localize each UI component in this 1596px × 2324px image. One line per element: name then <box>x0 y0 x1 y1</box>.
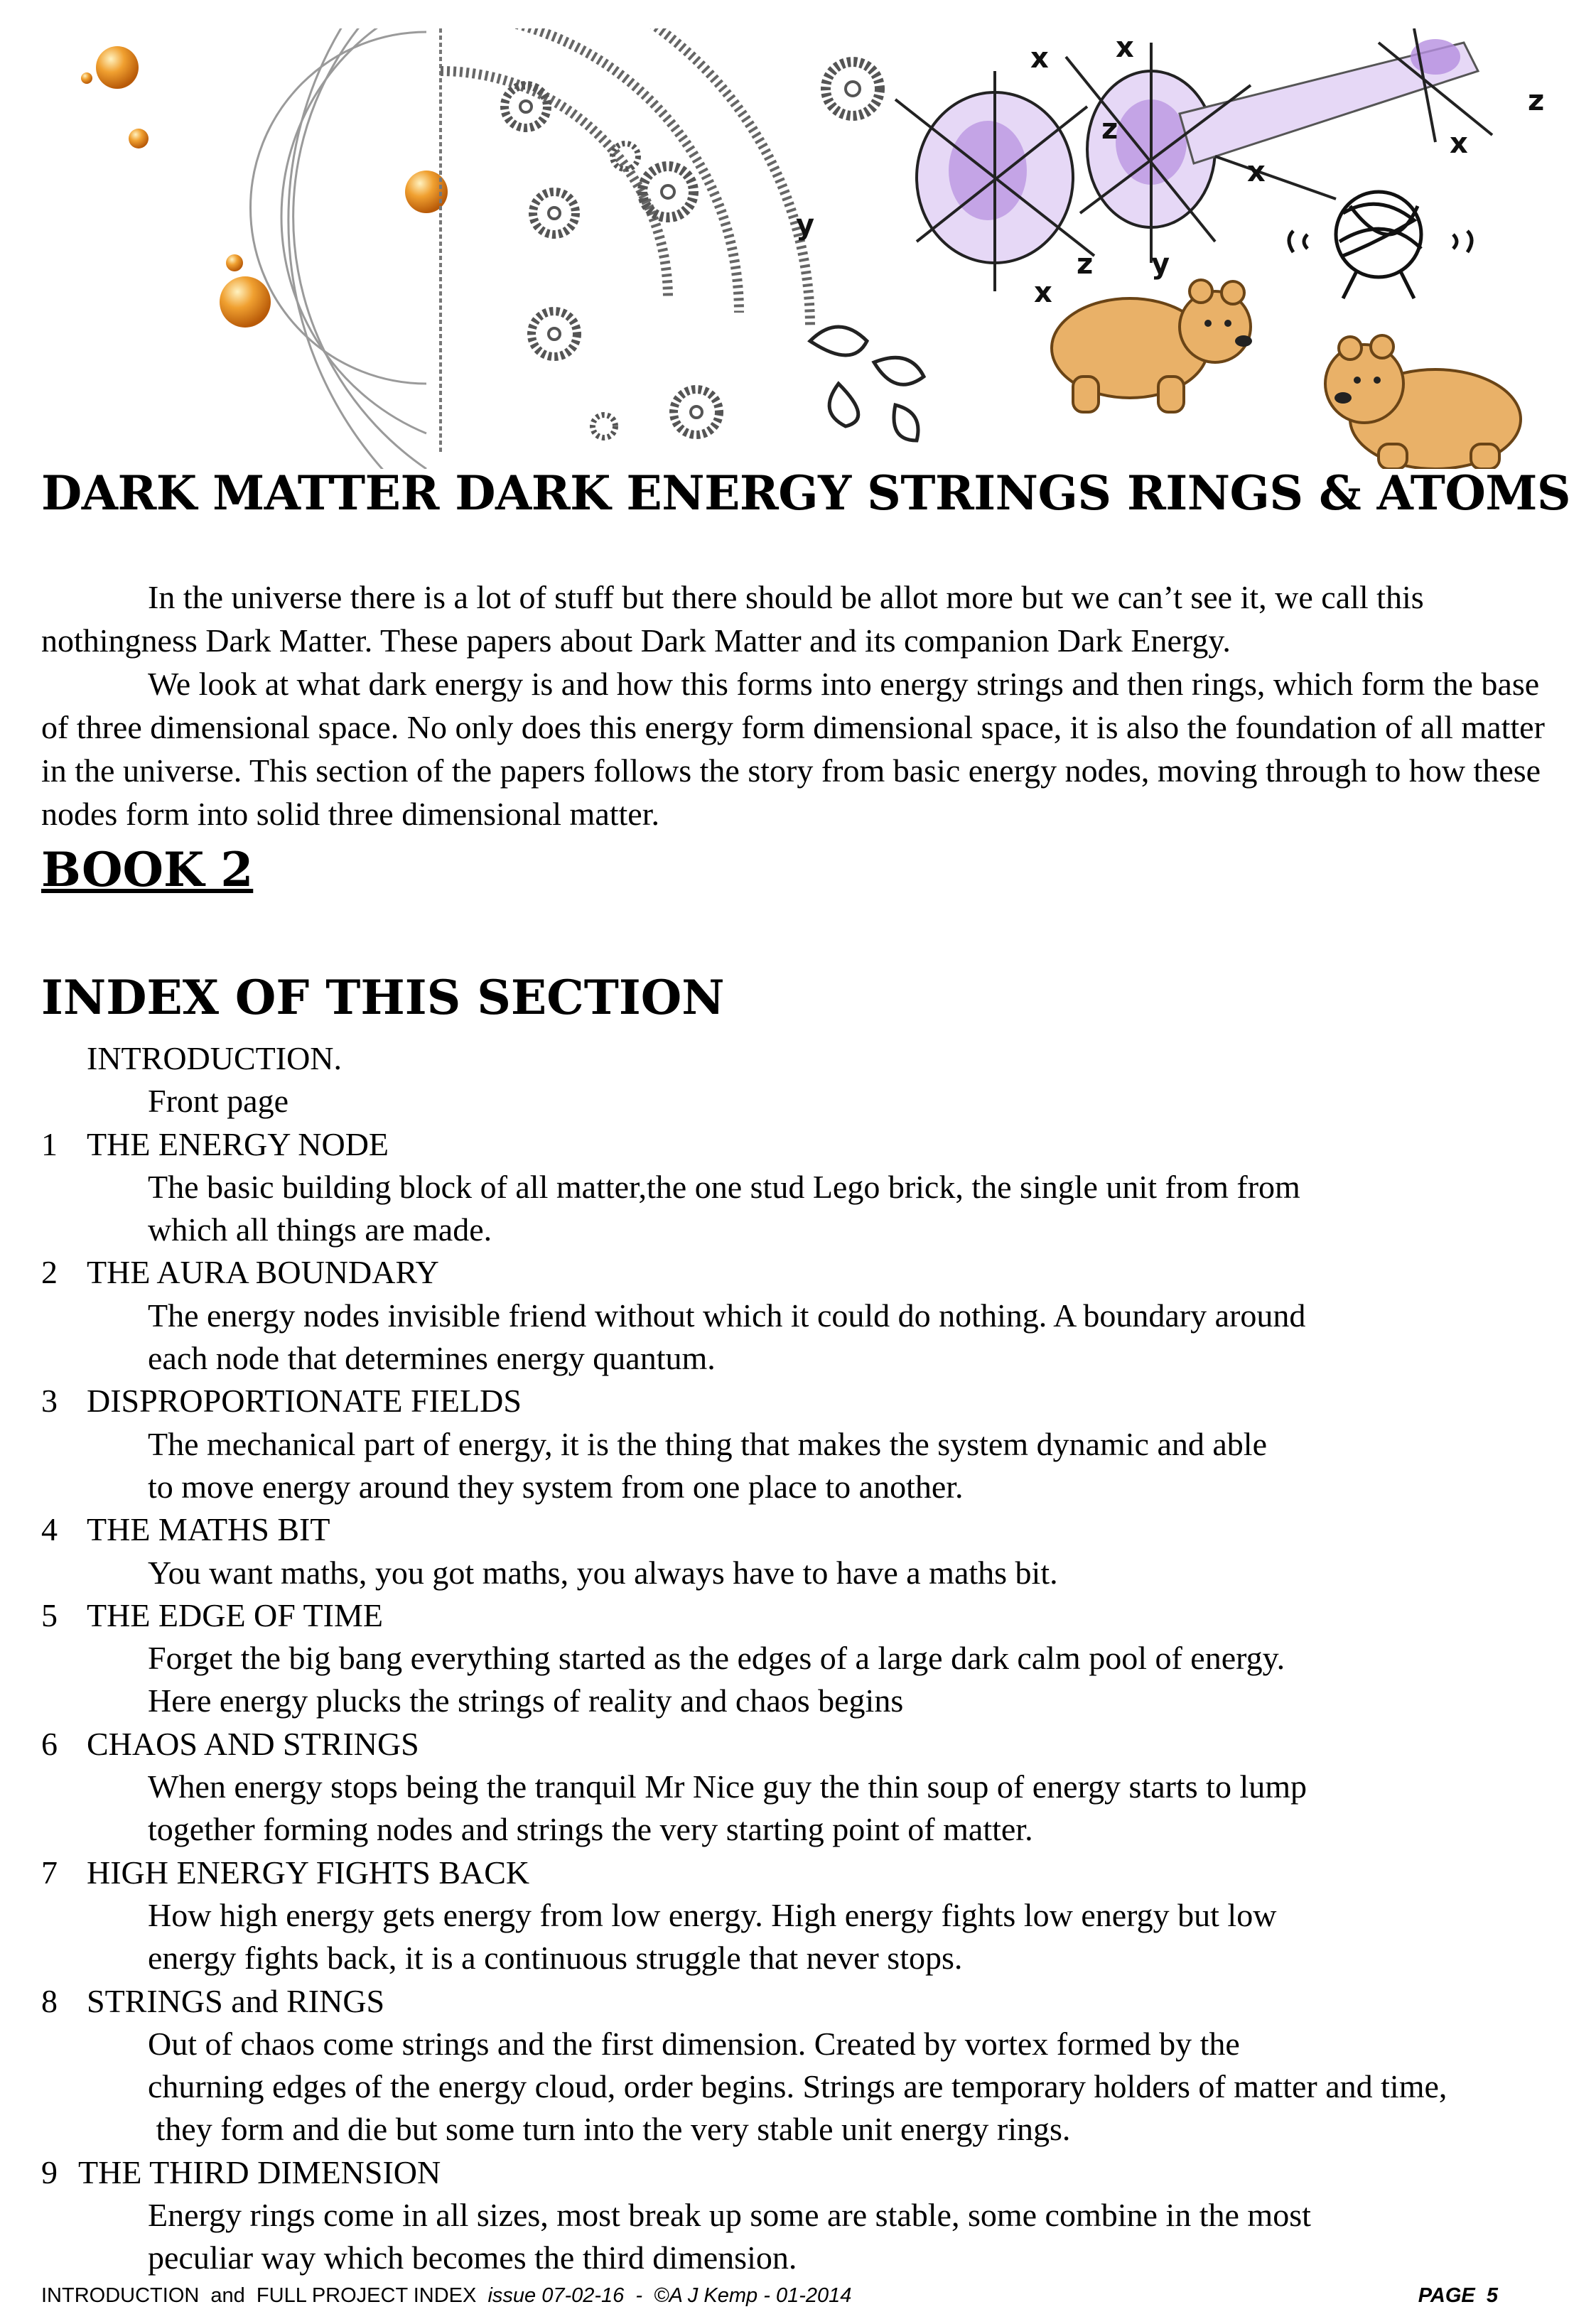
gear-icon <box>533 192 576 234</box>
index-entry-description: each node that determines energy quantum. <box>148 1340 716 1377</box>
index-entry-description: together forming nodes and strings the very starting point of matter. <box>148 1811 1033 1848</box>
gear-icon <box>613 144 638 169</box>
index-entry-description: peculiar way which becomes the third dimension. <box>148 2239 797 2276</box>
index-entry-description: The energy nodes invisible friend without which it could do nothing. A boundary around <box>148 1297 1306 1334</box>
gear-icon <box>532 311 577 357</box>
index-entry-number: 9 <box>41 2153 58 2190</box>
gear-icon <box>826 62 880 116</box>
footer-page-number <box>1418 2284 1498 2308</box>
page-title: DARK MATTER DARK ENERGY STRINGS RINGS & ATOMS <box>41 465 1571 521</box>
planet-icon <box>96 46 139 89</box>
molecule-sketch-icon <box>810 327 924 441</box>
index-entry-description: The mechanical part of energy, it is the thing that makes the system dynamic and able <box>148 1425 1268 1462</box>
intro-paragraph: In the universe there is a lot of stuff but there should be allot more but we can’t see it, we call this nothingness Dark Matter. These papers about Dark Matter and its companion Dark Energy. <box>41 579 1424 659</box>
index-entry-number: 5 <box>41 1596 58 1633</box>
index-list <box>41 1037 1576 2280</box>
index-entry-description: Here energy plucks the strings of reality and chaos begins <box>148 1682 904 1719</box>
gear-icon <box>549 207 560 219</box>
index-entry <box>41 1980 1576 2151</box>
index-entry-description: The basic building block of all matter,the one stud Lego brick, the single unit from from <box>148 1168 1300 1205</box>
gear-icon <box>593 415 615 438</box>
gear-icon <box>549 328 560 340</box>
index-entry-description: Forget the big bang everything started as the edges of a large dark calm pool of energy. <box>148 1640 1285 1677</box>
index-entry-description: churning edges of the energy cloud, order begins. Strings are temporary holders of matter and time, <box>148 2068 1447 2105</box>
index-entry-description: Out of chaos come strings and the first dimension. Created by vortex formed by the <box>148 2025 1240 2062</box>
index-entry <box>41 1852 1576 1980</box>
axis-label: y <box>1151 248 1170 281</box>
index-entry-title: HIGH ENERGY FIGHTS BACK <box>87 1854 530 1891</box>
index-entry-title: THE EDGE OF TIME <box>87 1596 383 1633</box>
index-entry-title: DISPROPORTIONATE FIELDS <box>87 1383 522 1420</box>
gear-icon <box>846 82 860 96</box>
page-footer <box>41 2284 1498 2313</box>
footer-document-label <box>41 2284 851 2308</box>
index-entry <box>41 1037 1576 1123</box>
index-entry-description: energy fights back, it is a continuous struggle that never stops. <box>148 1940 963 1977</box>
planet-icons <box>81 46 448 328</box>
index-entry <box>41 1594 1576 1723</box>
index-entry-title: INTRODUCTION. <box>87 1040 343 1076</box>
axis-label: x <box>1116 31 1134 64</box>
index-entry <box>41 1508 1576 1594</box>
index-entry <box>41 1723 1576 1852</box>
index-entry-description: Front page <box>148 1083 289 1120</box>
intro-section <box>41 575 1562 836</box>
index-entry-description: When energy stops being the tranquil Mr Nice guy the thin soup of energy starts to lump <box>148 1768 1307 1805</box>
bear-icon <box>1052 280 1252 412</box>
footer-page-value: 5 <box>1486 2284 1498 2307</box>
index-entry-description: You want maths, you got maths, you always have to have a maths bit. <box>148 1554 1058 1591</box>
index-entry <box>41 1380 1576 1508</box>
index-entry-description: which all things are made. <box>148 1211 492 1248</box>
gear-icon <box>642 166 694 217</box>
index-entry-number: 4 <box>41 1511 58 1548</box>
book-label: BOOK 2 <box>41 842 254 897</box>
footer-section-label: INTRODUCTION and FULL PROJECT INDEX <box>41 2284 477 2307</box>
index-heading: INDEX OF THIS SECTION <box>41 970 725 1025</box>
axis-label: y <box>796 209 815 242</box>
index-entry-description: they form and die but some turn into the very stable unit energy rings. <box>148 2111 1071 2148</box>
bear-icon <box>1325 335 1521 469</box>
axis-label: x <box>1450 127 1468 160</box>
axis-label: x <box>1030 42 1049 75</box>
axis-label: z <box>1528 85 1545 117</box>
gear-arcs <box>441 28 810 327</box>
axis-label: z <box>1101 113 1118 146</box>
string-ball-icon <box>1289 192 1472 298</box>
axis-label: z <box>1077 248 1094 281</box>
index-entry-title: STRINGS and RINGS <box>87 1982 385 2019</box>
gear-icon <box>691 406 702 418</box>
gear-icon <box>674 389 719 435</box>
index-entry-number: 6 <box>41 1725 58 1762</box>
index-entry-number: 2 <box>41 1254 58 1291</box>
index-entry-title: THE THIRD DIMENSION <box>78 2153 441 2190</box>
gear-icons <box>505 62 880 438</box>
gear-icon <box>505 85 547 128</box>
orbit-rings <box>251 28 426 469</box>
index-entry <box>41 1123 1576 1252</box>
index-entry-number: 1 <box>41 1125 58 1162</box>
planet-icon <box>226 254 243 271</box>
index-entry-description: How high energy gets energy from low energy. High energy fights low energy but low <box>148 1896 1277 1933</box>
axis-label: x <box>1247 156 1266 188</box>
index-entry-number: 8 <box>41 1982 58 2019</box>
header-illustration <box>43 28 1556 469</box>
planet-icon <box>220 276 271 328</box>
index-entry-description: Energy rings come in all sizes, most break up some are stable, some combine in the most <box>148 2197 1311 2234</box>
index-entry-number: 3 <box>41 1383 58 1420</box>
gear-icon <box>520 101 532 112</box>
gear-icon <box>662 185 674 198</box>
index-entry <box>41 2151 1576 2280</box>
index-entry-title: CHAOS AND STRINGS <box>87 1725 419 1762</box>
footer-issue-label: issue 07-02-16 - ©A J Kemp - 01-2014 <box>487 2284 852 2307</box>
planet-icon <box>81 72 92 84</box>
index-entry-title: THE ENERGY NODE <box>87 1125 389 1162</box>
axis-label: x <box>1034 276 1052 309</box>
index-entry-number: 7 <box>41 1854 58 1891</box>
intro-paragraph: We look at what dark energy is and how this forms into energy strings and then rings, which form the base of three dimensional space. No only does this energy form dimensional space, it is also the foundation of all matter in the universe. This section of the papers follows the story from basic energy nodes, moving through to how these nodes form into solid three dimensional matter. <box>41 666 1545 832</box>
footer-page-label: PAGE <box>1418 2284 1475 2307</box>
index-entry <box>41 1251 1576 1380</box>
index-entry-title: THE AURA BOUNDARY <box>87 1254 439 1291</box>
atom-diagram <box>895 28 1492 291</box>
index-entry-description: to move energy around they system from one place to another. <box>148 1468 964 1505</box>
planet-icon <box>129 129 149 148</box>
index-entry-title: THE MATHS BIT <box>87 1511 330 1548</box>
